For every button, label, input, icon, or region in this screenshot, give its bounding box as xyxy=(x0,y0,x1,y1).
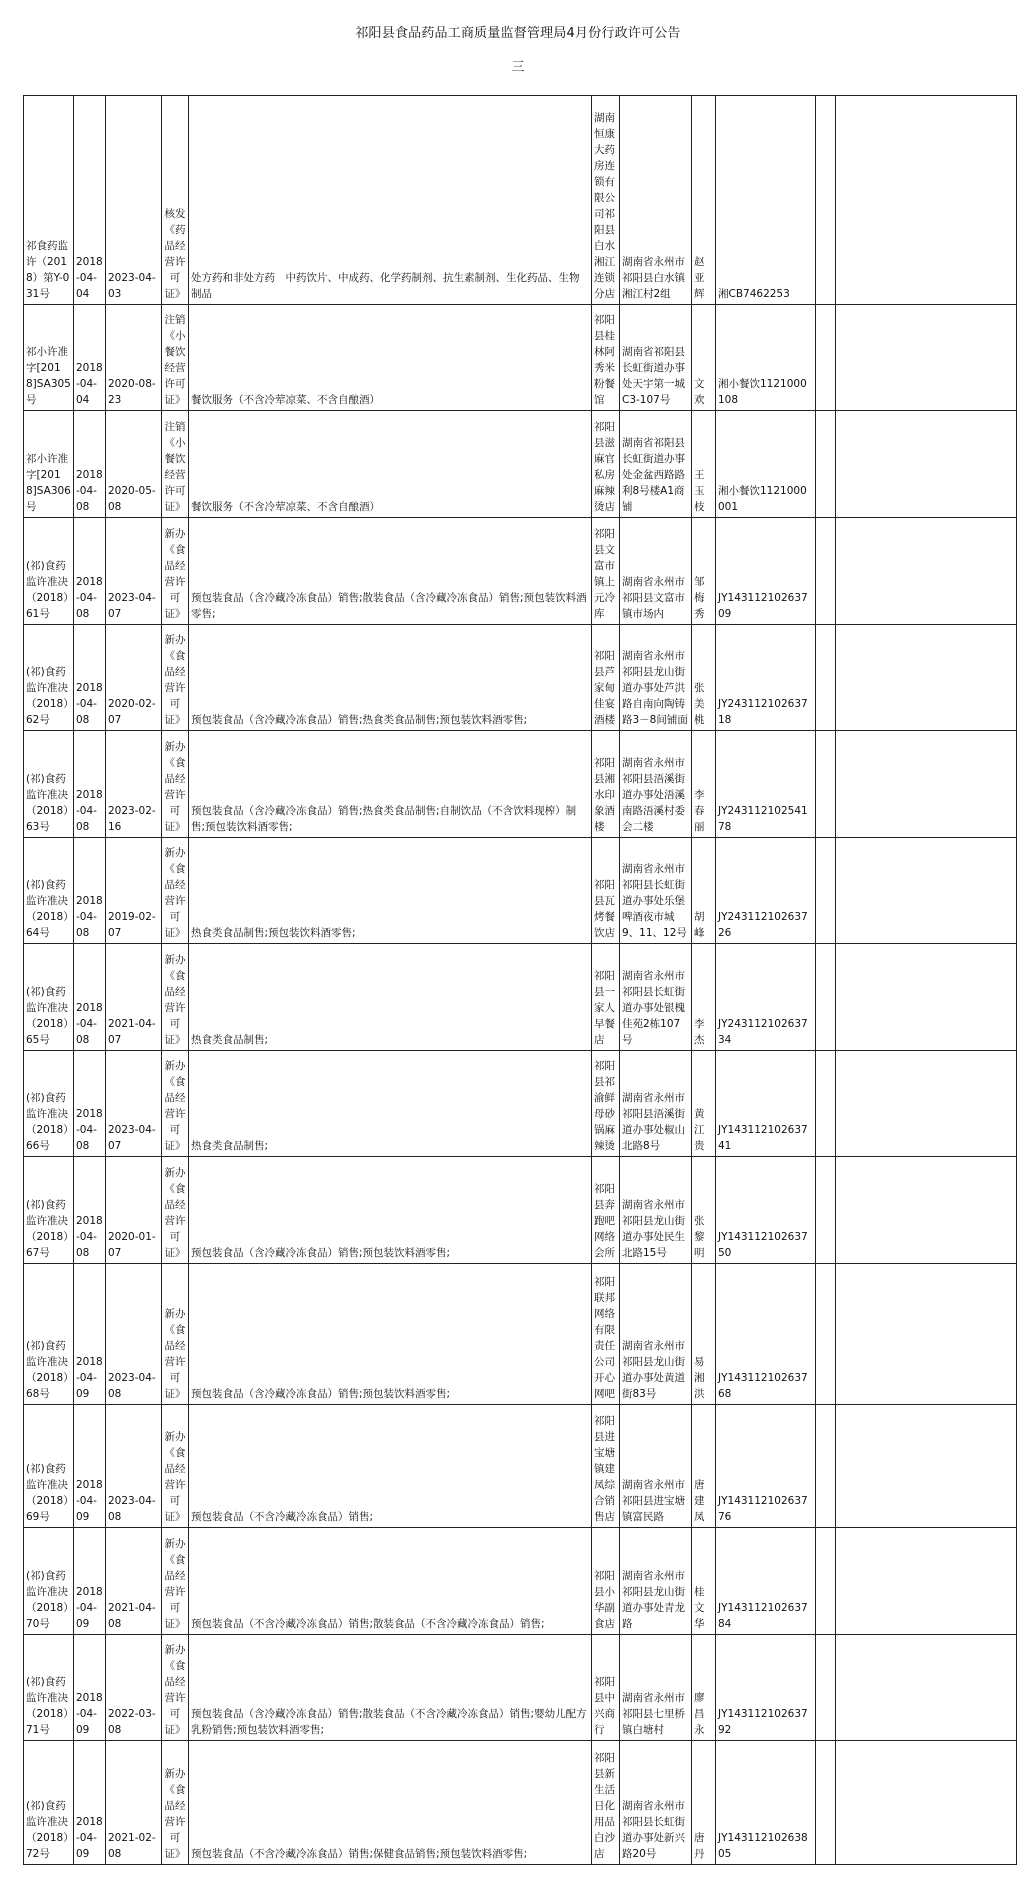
action-cell: 新办《食品经营许可证》 xyxy=(162,1157,189,1264)
address-cell: 湖南省祁阳县长虹街道办事处金盆西路路利8号楼A1商铺 xyxy=(620,411,692,518)
table-row xyxy=(24,1157,1017,1264)
entity-name-cell: 祁阳县瓦烤餐饮店 xyxy=(592,837,620,944)
empty-cell xyxy=(836,1528,1017,1635)
permit-number-cell: 祁小许准字[2018]SA305号 xyxy=(24,304,74,411)
legal-person-cell: 廖昌永 xyxy=(692,1634,716,1741)
table-row xyxy=(24,1263,1017,1404)
empty-cell xyxy=(836,1050,1017,1157)
empty-cell xyxy=(816,517,836,624)
entity-name-cell: 祁阳县中兴商行 xyxy=(592,1634,620,1741)
empty-cell xyxy=(836,517,1017,624)
action-cell: 新办《食品经营许可证》 xyxy=(162,1528,189,1635)
action-cell: 新办《食品经营许可证》 xyxy=(162,1050,189,1157)
valid-until-cell: 2023-04-08 xyxy=(106,1404,162,1528)
address-cell: 湖南省永州市祁阳县浯溪街道办事处椒山北路8号 xyxy=(620,1050,692,1157)
valid-until-cell: 2023-02-16 xyxy=(106,731,162,838)
empty-cell xyxy=(816,837,836,944)
legal-person-cell: 邹梅秀 xyxy=(692,517,716,624)
valid-until-cell: 2021-04-08 xyxy=(106,1528,162,1635)
permit-number-cell: (祁)食药监许准决（2018）71号 xyxy=(24,1634,74,1741)
empty-cell xyxy=(816,304,836,411)
empty-cell xyxy=(836,944,1017,1051)
permit-number-cell: (祁)食药监许准决（2018）69号 xyxy=(24,1404,74,1528)
empty-cell xyxy=(816,1634,836,1741)
empty-cell xyxy=(816,1050,836,1157)
address-cell: 湖南省祁阳县长虹街道办事处天宇第一城C3-107号 xyxy=(620,304,692,411)
address-cell: 湖南省永州市祁阳县浯溪街道办事处浯溪南路浯溪村委会二楼 xyxy=(620,731,692,838)
decision-date-cell: 2018-04-08 xyxy=(74,731,106,838)
document-title: 祁阳县食品药品工商质量监督管理局4月份行政许可公告 xyxy=(355,26,681,41)
address-cell: 湖南省永州市祁阳县龙山街道办事处民生北路15号 xyxy=(620,1157,692,1264)
scope-cell: 预包装食品（含冷藏冷冻食品）销售;预包装饮料酒零售; xyxy=(189,1157,592,1264)
entity-name-cell: 祁阳县文富市镇上元冷库 xyxy=(592,517,620,624)
scope-cell: 预包装食品（不含冷藏冷冻食品）销售; xyxy=(189,1404,592,1528)
decision-date-cell: 2018-04-08 xyxy=(74,837,106,944)
permit-table xyxy=(23,95,1017,1865)
empty-cell xyxy=(836,1157,1017,1264)
empty-cell xyxy=(816,96,836,305)
scope-cell: 热食类食品制售;预包装饮料酒零售; xyxy=(189,837,592,944)
permit-number-cell: (祁)食药监许准决（2018）64号 xyxy=(24,837,74,944)
permit-number-cell: (祁)食药监许准决（2018）63号 xyxy=(24,731,74,838)
entity-name-cell: 湖南恒康大药房连锁有限公司祁阳县白水湘江连锁分店 xyxy=(592,96,620,305)
certificate-number-cell: JY14311210263768 xyxy=(716,1263,816,1404)
certificate-number-cell: JY14311210263709 xyxy=(716,517,816,624)
entity-name-cell: 祁阳县滋麻官私房麻辣烫店 xyxy=(592,411,620,518)
legal-person-cell: 赵亚辉 xyxy=(692,96,716,305)
scope-cell: 预包装食品（含冷藏冷冻食品）销售;散装食品（不含冷藏冷冻食品）销售;婴幼儿配方乳粉销售;预包装饮料酒零售; xyxy=(189,1634,592,1741)
table-row xyxy=(24,1404,1017,1528)
empty-cell xyxy=(836,304,1017,411)
valid-until-cell: 2023-04-08 xyxy=(106,1263,162,1404)
action-cell: 新办《食品经营许可证》 xyxy=(162,1634,189,1741)
action-cell: 新办《食品经营许可证》 xyxy=(162,1404,189,1528)
address-cell: 湖南省永州市祁阳县进宝塘镇富民路 xyxy=(620,1404,692,1528)
table-row xyxy=(24,1050,1017,1157)
valid-until-cell: 2019-02-07 xyxy=(106,837,162,944)
table-row xyxy=(24,624,1017,731)
table-row xyxy=(24,517,1017,624)
certificate-number-cell: 湘小餐饮1121000001 xyxy=(716,411,816,518)
entity-name-cell: 祁阳县奔跑吧网络会所 xyxy=(592,1157,620,1264)
decision-date-cell: 2018-04-08 xyxy=(74,1050,106,1157)
legal-person-cell: 李春丽 xyxy=(692,731,716,838)
scope-cell: 热食类食品制售; xyxy=(189,1050,592,1157)
empty-cell xyxy=(816,1528,836,1635)
table-row xyxy=(24,1634,1017,1741)
entity-name-cell: 祁阳联邦网络有限责任公司开心网吧 xyxy=(592,1263,620,1404)
address-cell: 湖南省永州市祁阳县长虹街道办事处乐堡啤酒夜市城9、11、12号 xyxy=(620,837,692,944)
table-row xyxy=(24,837,1017,944)
decision-date-cell: 2018-04-09 xyxy=(74,1634,106,1741)
entity-name-cell: 祁阳县祁渝鲜母砂锅麻辣烫 xyxy=(592,1050,620,1157)
empty-cell xyxy=(836,624,1017,731)
address-cell: 湖南省永州市祁阳县龙山街道办事处青龙路 xyxy=(620,1528,692,1635)
address-cell: 湖南省永州市祁阳县龙山街道办事处芦洪路自南向陶铸路3－8间铺面 xyxy=(620,624,692,731)
decision-date-cell: 2018-04-09 xyxy=(74,1528,106,1635)
permit-number-cell: (祁)食药监许准决（2018）68号 xyxy=(24,1263,74,1404)
certificate-number-cell: JY14311210263792 xyxy=(716,1634,816,1741)
entity-name-cell: 祁阳县桂林阿秀米粉餐馆 xyxy=(592,304,620,411)
action-cell: 注销《小餐饮经营许可证》 xyxy=(162,304,189,411)
empty-cell xyxy=(836,1634,1017,1741)
valid-until-cell: 2023-04-07 xyxy=(106,1050,162,1157)
legal-person-cell: 黄江贵 xyxy=(692,1050,716,1157)
table-row xyxy=(24,731,1017,838)
scope-cell: 预包装食品（含冷藏冷冻食品）销售;热食类食品制售;自制饮品（不含饮料现榨）制售;预包装饮料酒零售; xyxy=(189,731,592,838)
action-cell: 新办《食品经营许可证》 xyxy=(162,837,189,944)
permit-number-cell: (祁)食药监许准决（2018）65号 xyxy=(24,944,74,1051)
decision-date-cell: 2018-04-09 xyxy=(74,1404,106,1528)
decision-date-cell: 2018-04-09 xyxy=(74,1263,106,1404)
decision-date-cell: 2018-04-09 xyxy=(74,1741,106,1865)
permit-number-cell: 祁小许准字[2018]SA306号 xyxy=(24,411,74,518)
valid-until-cell: 2020-02-07 xyxy=(106,624,162,731)
certificate-number-cell: JY24311210263726 xyxy=(716,837,816,944)
certificate-number-cell: JY14311210263784 xyxy=(716,1528,816,1635)
address-cell: 湖南省永州市祁阳县文富市镇市场内 xyxy=(620,517,692,624)
certificate-number-cell: 湘CB7462253 xyxy=(716,96,816,305)
decision-date-cell: 2018-04-04 xyxy=(74,96,106,305)
scope-cell: 预包装食品（含冷藏冷冻食品）销售;散装食品（含冷藏冷冻食品）销售;预包装饮料酒零售; xyxy=(189,517,592,624)
scope-cell: 处方药和非处方药 中药饮片、中成药、化学药制剂、抗生素制剂、生化药品、生物制品 xyxy=(189,96,592,305)
address-cell: 湖南省永州市祁阳县七里桥镇白塘村 xyxy=(620,1634,692,1741)
address-cell: 湖南省永州市祁阳县长虹街道办事处银槐佳苑2栋107号 xyxy=(620,944,692,1051)
permit-number-cell: (祁)食药监许准决（2018）61号 xyxy=(24,517,74,624)
legal-person-cell: 易湘洪 xyxy=(692,1263,716,1404)
empty-cell xyxy=(816,411,836,518)
empty-cell xyxy=(816,731,836,838)
page-marker: 三 xyxy=(511,60,525,75)
permit-number-cell: 祁食药监许（2018）第Y-031号 xyxy=(24,96,74,305)
legal-person-cell: 文欢 xyxy=(692,304,716,411)
table-row xyxy=(24,411,1017,518)
entity-name-cell: 祁阳县小华副食店 xyxy=(592,1528,620,1635)
legal-person-cell: 胡峰 xyxy=(692,837,716,944)
action-cell: 新办《食品经营许可证》 xyxy=(162,624,189,731)
empty-cell xyxy=(836,96,1017,305)
decision-date-cell: 2018-04-08 xyxy=(74,944,106,1051)
empty-cell xyxy=(836,1263,1017,1404)
certificate-number-cell: JY24311210263734 xyxy=(716,944,816,1051)
scope-cell: 餐饮服务（不含冷荤凉菜、不含自酿酒） xyxy=(189,304,592,411)
action-cell: 新办《食品经营许可证》 xyxy=(162,1263,189,1404)
decision-date-cell: 2018-04-04 xyxy=(74,304,106,411)
action-cell: 新办《食品经营许可证》 xyxy=(162,731,189,838)
decision-date-cell: 2018-04-08 xyxy=(74,624,106,731)
scope-cell: 热食类食品制售; xyxy=(189,944,592,1051)
permit-number-cell: (祁)食药监许准决（2018）66号 xyxy=(24,1050,74,1157)
empty-cell xyxy=(836,731,1017,838)
certificate-number-cell: 湘小餐饮1121000108 xyxy=(716,304,816,411)
scope-cell: 餐饮服务（不含冷荤凉菜、不含自酿酒） xyxy=(189,411,592,518)
table-row xyxy=(24,1528,1017,1635)
action-cell: 新办《食品经营许可证》 xyxy=(162,944,189,1051)
empty-cell xyxy=(836,1741,1017,1865)
entity-name-cell: 祁阳县湘水印象酒楼 xyxy=(592,731,620,838)
entity-name-cell: 祁阳县一家人早餐店 xyxy=(592,944,620,1051)
certificate-number-cell: JY14311210263805 xyxy=(716,1741,816,1865)
empty-cell xyxy=(836,411,1017,518)
valid-until-cell: 2020-05-08 xyxy=(106,411,162,518)
table-row xyxy=(24,304,1017,411)
legal-person-cell: 唐丹 xyxy=(692,1741,716,1865)
permit-number-cell: (祁)食药监许准决（2018）62号 xyxy=(24,624,74,731)
entity-name-cell: 祁阳县芦家甸佳宴酒楼 xyxy=(592,624,620,731)
certificate-number-cell: JY14311210263750 xyxy=(716,1157,816,1264)
valid-until-cell: 2023-04-07 xyxy=(106,517,162,624)
permit-number-cell: (祁)食药监许准决（2018）72号 xyxy=(24,1741,74,1865)
empty-cell xyxy=(836,1404,1017,1528)
permit-number-cell: (祁)食药监许准决（2018）70号 xyxy=(24,1528,74,1635)
empty-cell xyxy=(816,1263,836,1404)
action-cell: 注销《小餐饮经营许可证》 xyxy=(162,411,189,518)
legal-person-cell: 桂文华 xyxy=(692,1528,716,1635)
scope-cell: 预包装食品（不含冷藏冷冻食品）销售;散装食品（不含冷藏冷冻食品）销售; xyxy=(189,1528,592,1635)
valid-until-cell: 2020-01-07 xyxy=(106,1157,162,1264)
certificate-number-cell: JY14311210263741 xyxy=(716,1050,816,1157)
scope-cell: 预包装食品（不含冷藏冷冻食品）销售;保健食品销售;预包装饮料酒零售; xyxy=(189,1741,592,1865)
address-cell: 湖南省永州市祁阳县龙山街道办事处黄道街83号 xyxy=(620,1263,692,1404)
empty-cell xyxy=(836,837,1017,944)
address-cell: 湖南省永州市祁阳县白水镇湘江村2组 xyxy=(620,96,692,305)
decision-date-cell: 2018-04-08 xyxy=(74,411,106,518)
permit-number-cell: (祁)食药监许准决（2018）67号 xyxy=(24,1157,74,1264)
action-cell: 核发《药品经营许可证》 xyxy=(162,96,189,305)
valid-until-cell: 2023-04-03 xyxy=(106,96,162,305)
legal-person-cell: 张黎明 xyxy=(692,1157,716,1264)
address-cell: 湖南省永州市祁阳县长虹街道办事处新兴路20号 xyxy=(620,1741,692,1865)
valid-until-cell: 2022-03-08 xyxy=(106,1634,162,1741)
valid-until-cell: 2021-02-08 xyxy=(106,1741,162,1865)
legal-person-cell: 张美桃 xyxy=(692,624,716,731)
legal-person-cell: 王玉枝 xyxy=(692,411,716,518)
empty-cell xyxy=(816,1157,836,1264)
scope-cell: 预包装食品（含冷藏冷冻食品）销售;热食类食品制售;预包装饮料酒零售; xyxy=(189,624,592,731)
table-row xyxy=(24,1741,1017,1865)
decision-date-cell: 2018-04-08 xyxy=(74,1157,106,1264)
decision-date-cell: 2018-04-08 xyxy=(74,517,106,624)
empty-cell xyxy=(816,624,836,731)
legal-person-cell: 李杰 xyxy=(692,944,716,1051)
certificate-number-cell: JY14311210263776 xyxy=(716,1404,816,1528)
valid-until-cell: 2020-08-23 xyxy=(106,304,162,411)
entity-name-cell: 祁阳县进宝塘镇建凤综合销售店 xyxy=(592,1404,620,1528)
action-cell: 新办《食品经营许可证》 xyxy=(162,517,189,624)
certificate-number-cell: JY24311210263718 xyxy=(716,624,816,731)
table-row xyxy=(24,96,1017,305)
empty-cell xyxy=(816,1404,836,1528)
empty-cell xyxy=(816,944,836,1051)
scope-cell: 预包装食品（含冷藏冷冻食品）销售;预包装饮料酒零售; xyxy=(189,1263,592,1404)
entity-name-cell: 祁阳县新生活日化用品白沙店 xyxy=(592,1741,620,1865)
legal-person-cell: 唐建凤 xyxy=(692,1404,716,1528)
certificate-number-cell: JY24311210254178 xyxy=(716,731,816,838)
valid-until-cell: 2021-04-07 xyxy=(106,944,162,1051)
action-cell: 新办《食品经营许可证》 xyxy=(162,1741,189,1865)
table-row xyxy=(24,944,1017,1051)
empty-cell xyxy=(816,1741,836,1865)
